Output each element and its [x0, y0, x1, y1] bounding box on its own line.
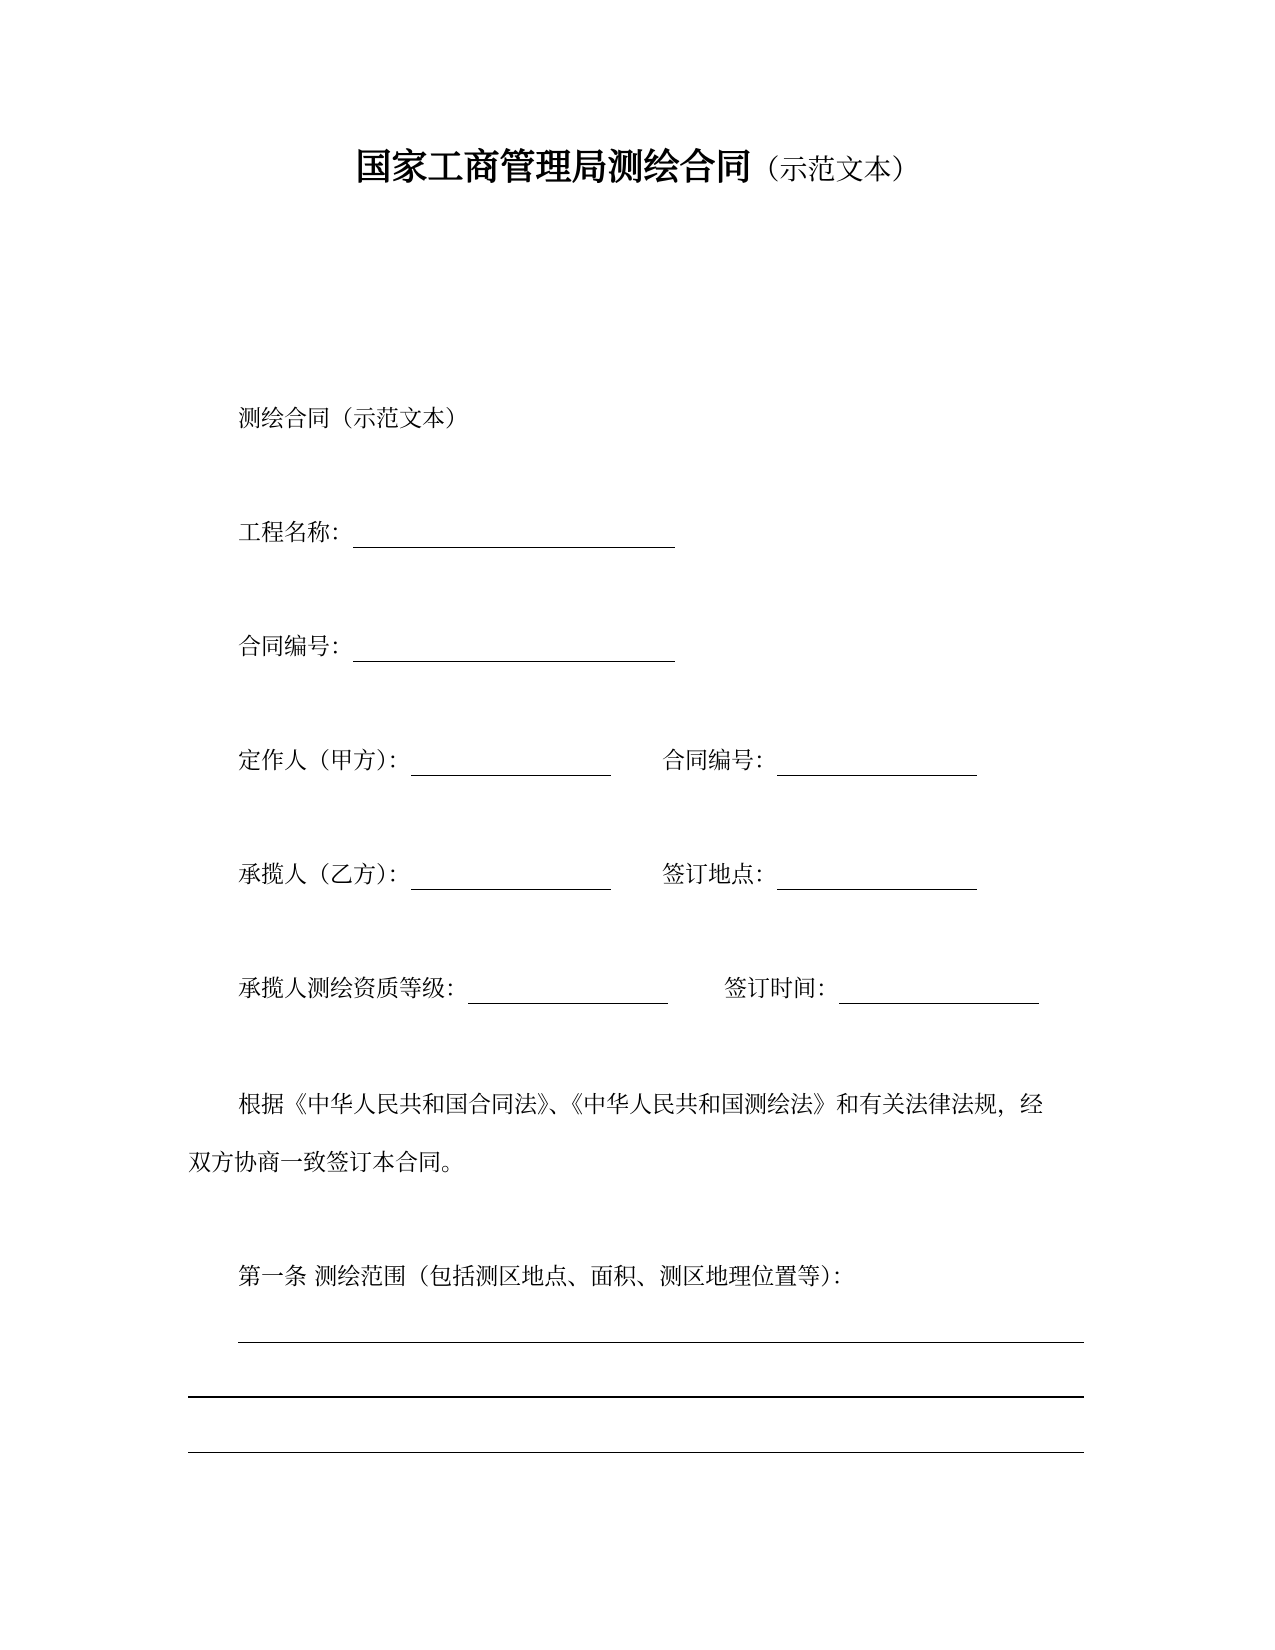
contract-no-row — [238, 632, 675, 662]
contract-no-blank[interactable] — [353, 635, 675, 662]
contract-no-label-2: 合同编号： — [662, 748, 777, 774]
sign-time-field — [724, 974, 1039, 1004]
project-name-label: 工程名称： — [238, 520, 353, 546]
subheading: 测绘合同（示范文本） — [238, 406, 468, 432]
article-1-heading: 第一条 测绘范围（包括测区地点、面积、测区地理位置等）： — [238, 1264, 855, 1290]
sign-time-label: 签订时间： — [724, 976, 839, 1002]
title-sub: （示范文本） — [751, 153, 920, 186]
party-a-label: 定作人（甲方）： — [238, 748, 411, 774]
sign-place-label: 签订地点： — [662, 862, 777, 888]
party-b-label: 承揽人（乙方）： — [238, 862, 411, 888]
party-b-field — [238, 860, 611, 890]
scope-blank-line-1[interactable] — [238, 1342, 1084, 1343]
contract-no-blank-2[interactable] — [777, 749, 977, 776]
qualification-label: 承揽人测绘资质等级： — [238, 976, 468, 1002]
page-title — [0, 144, 1275, 194]
sign-place-blank[interactable] — [777, 863, 977, 890]
intro-line-2: 双方协商一致签订本合同。 — [188, 1150, 464, 1176]
party-b-blank[interactable] — [411, 863, 611, 890]
party-a-blank[interactable] — [411, 749, 611, 776]
party-a-field — [238, 746, 611, 776]
project-name-blank[interactable] — [353, 521, 675, 548]
sign-time-blank[interactable] — [839, 977, 1039, 1004]
intro-line-1: 根据《中华人民共和国合同法》、《中华人民共和国测绘法》和有关法律法规，经 — [238, 1092, 1043, 1118]
qualification-blank[interactable] — [468, 977, 668, 1004]
intro-paragraph — [188, 1076, 1088, 1192]
title-main: 国家工商管理局测绘合同 — [355, 147, 752, 188]
contract-no-field-2 — [662, 746, 977, 776]
project-name-row — [238, 518, 675, 548]
qualification-field — [238, 974, 668, 1004]
contract-no-label: 合同编号： — [238, 634, 353, 660]
scope-blank-line-2[interactable] — [188, 1396, 1084, 1398]
scope-blank-line-3[interactable] — [188, 1452, 1084, 1453]
sign-place-field — [662, 860, 977, 890]
